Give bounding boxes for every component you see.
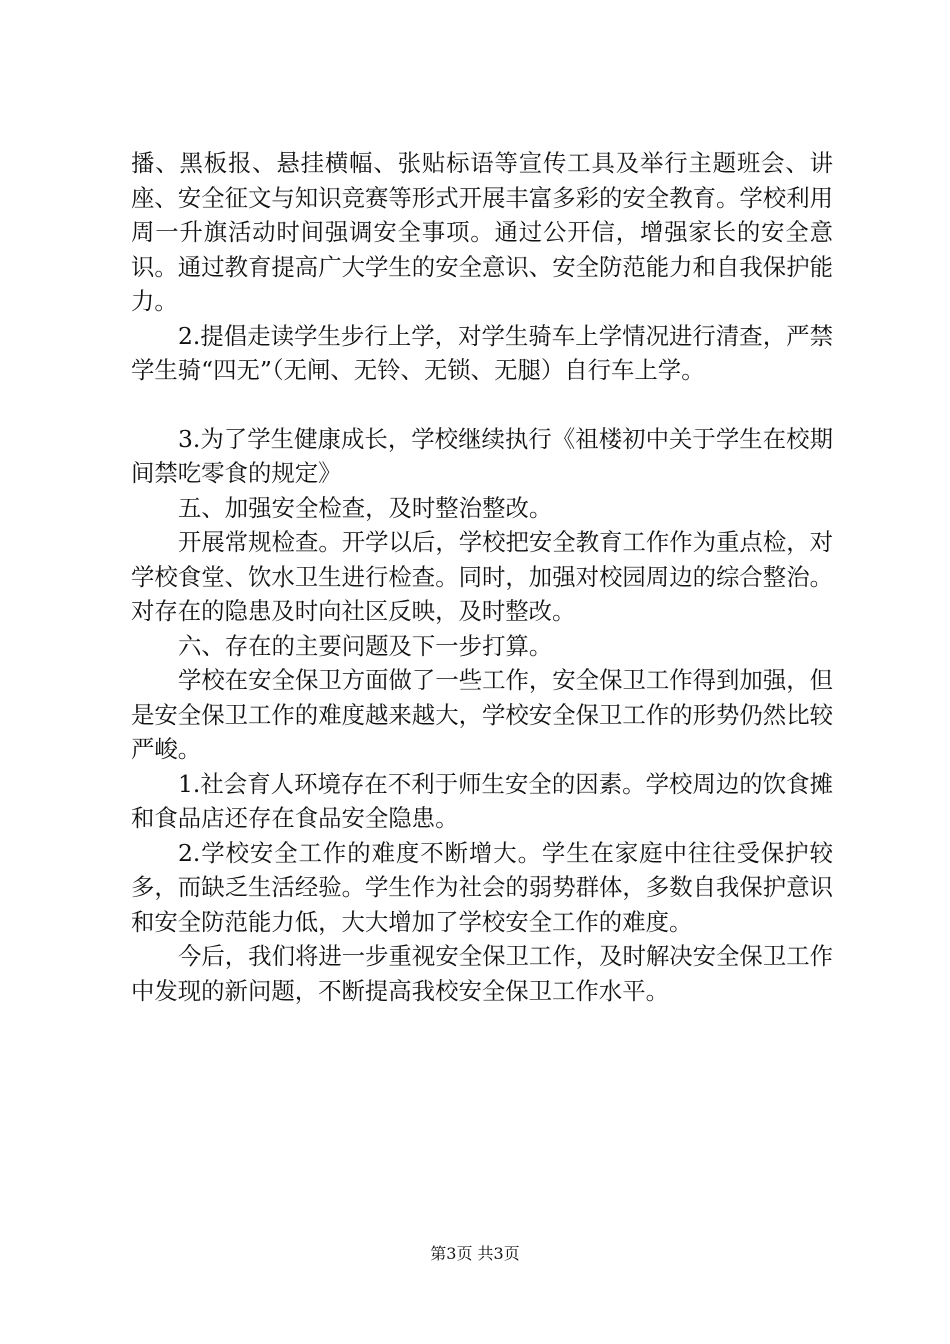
paragraph-routine-inspection: 开展常规检查。开学以后，学校把安全教育工作作为重点检，对学校食堂、饮水卫生进行检查。同时，加强对校园周边的综合整治。对存在的隐患及时向社区反映，及时整改。 xyxy=(131,528,833,625)
paragraph-conclusion: 今后，我们将进一步重视安全保卫工作，及时解决安全保卫工作中发现的新问题，不断提高我校安全保卫工作水平。 xyxy=(131,942,833,1005)
section-heading-6: 六、存在的主要问题及下一步打算。 xyxy=(178,631,553,660)
paragraph-security-status: 学校在安全保卫方面做了一些工作，安全保卫工作得到加强，但是安全保卫工作的难度越来越大，学校安全保卫工作的形势仍然比较严峻。 xyxy=(131,666,833,763)
paragraph-item-3-snacks: 3.为了学生健康成长，学校继续执行《祖楼初中关于学生在校期间禁吃零食的规定》 xyxy=(131,424,833,487)
paragraph-item-2-walking: 2.提倡走读学生步行上学，对学生骑车上学情况进行清查，严禁学生骑“四无”（无闸、无铃、无锁、无腿）自行车上学。 xyxy=(131,321,833,384)
paragraph-publicity: 播、黑板报、悬挂横幅、张贴标语等宣传工具及举行主题班会、讲座、安全征文与知识竞赛等形式开展丰富多彩的安全教育。学校利用周一升旗活动时间强调安全事项。通过公开信，增强家长的安全意识。通过教育提高广大学生的安全意识、安全防范能力和自我保护能力。 xyxy=(131,149,833,315)
document-body xyxy=(131,146,833,1008)
paragraph-problem-2: 2.学校安全工作的难度不断增大。学生在家庭中往往受保护较多，而缺乏生活经验。学生作为社会的弱势群体，多数自我保护意识和安全防范能力低，大大增加了学校安全工作的难度。 xyxy=(131,838,833,936)
section-heading-5: 五、加强安全检查，及时整治整改。 xyxy=(178,493,553,522)
page-footer: 第3页 共3页 xyxy=(430,1244,520,1263)
paragraph-problem-1: 1.社会育人环境存在不利于师生安全的因素。学校周边的饮食摊和食品店还存在食品安全隐患。 xyxy=(131,769,833,832)
